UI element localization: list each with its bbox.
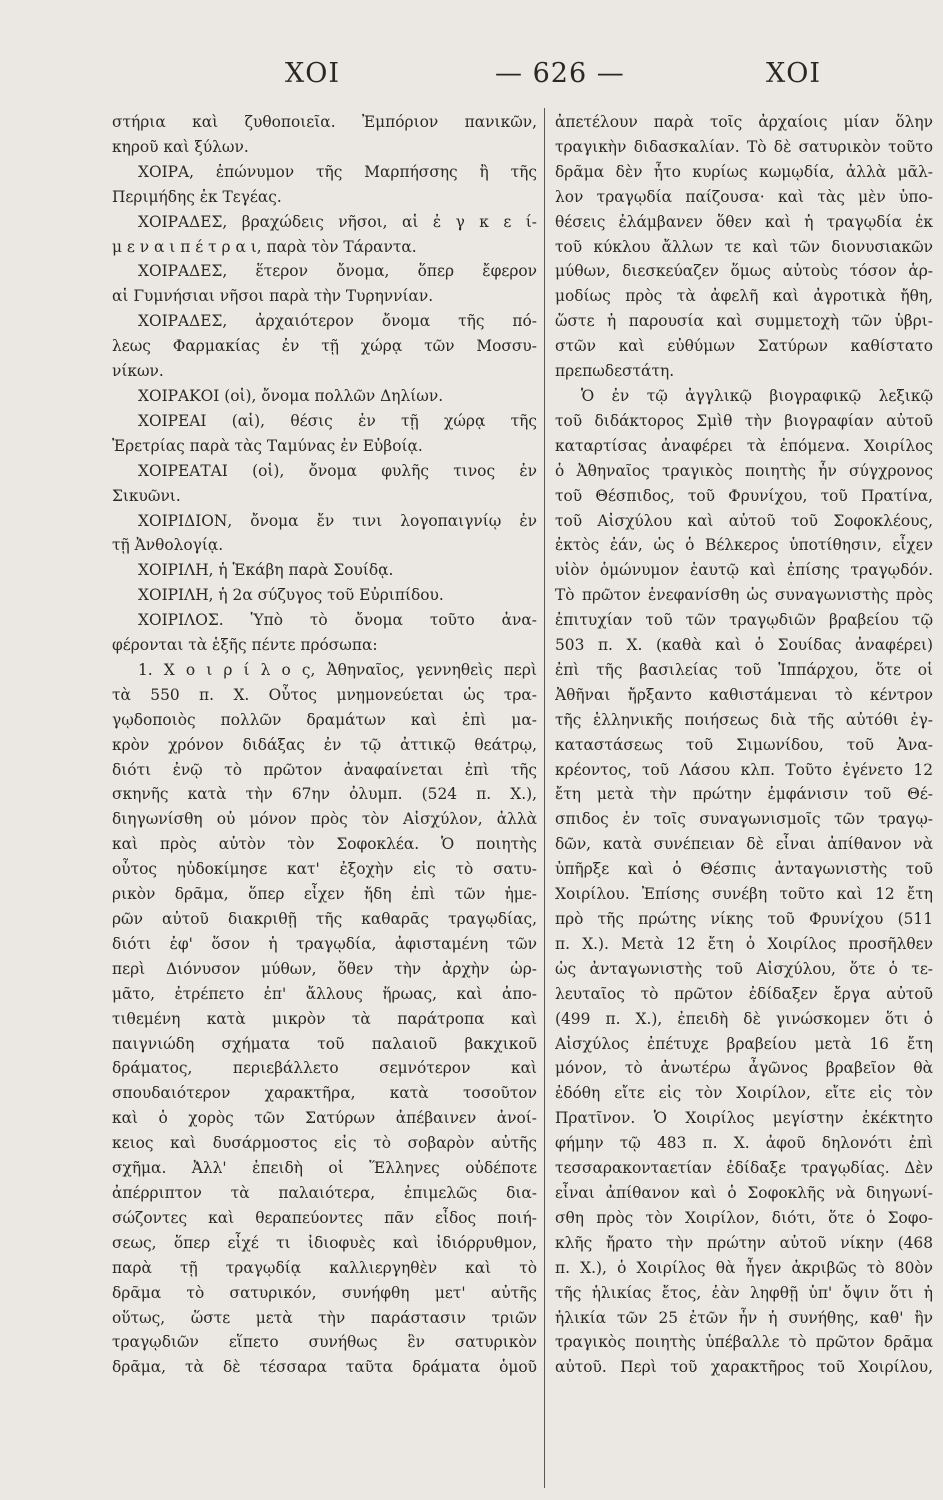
text-line: π. Χ.). Μετὰ 12 ἔτη ὁ Χοιρίλος προσῆλθεν: [555, 934, 933, 953]
text-line: πρεπωδεστάτη.: [555, 362, 675, 381]
right-text-column: [555, 110, 933, 1485]
text-line: σκηνῆς κατὰ τὴν 67ην ὀλυμπ. (524 π. Χ.),: [112, 785, 537, 804]
text-line: παρὰ τῇ τραγῳδίᾳ καλλιεργηθὲν καὶ τὸ: [112, 1258, 537, 1277]
text-line: υἱὸν ὁμώνυμον ἑαυτῷ καὶ ἐπίσης τραγῳδόν.: [555, 561, 933, 580]
text-line: λεως Φαρμακίας ἐν τῇ χώρᾳ τῶν Μοσσυ-: [112, 337, 537, 356]
text-line: ὡς ἀνταγωνιστὴς τοῦ Αἰσχύλου, ὅτε ὁ τε-: [555, 959, 933, 978]
text-line: ἀπετέλουν παρὰ τοῖς ἀρχαίοις μίαν ὅλην: [555, 113, 933, 131]
text-line: δρᾶμα δὲν ἦτο κυρίως κωμῳδία, ἀλλὰ μᾶλ-: [555, 162, 933, 181]
text-line: τῆς ἡλικίας ἔτος, ἐὰν ληφθῇ ὑπ' ὄψιν ὅτι ἡ: [555, 1283, 933, 1302]
text-line: τραγικὴν διδασκαλίαν. Τὸ δὲ σατυρικὸν τοῦτο: [555, 137, 933, 156]
text-line: περὶ Διόνυσον μύθων, ὅθεν τὴν ἀρχὴν ὡρ-: [112, 959, 537, 978]
column-divider: [544, 108, 545, 1488]
text-line: σθη πρὸς τὸν Χοιρίλον, διότι, ὅτε ὁ Σοφο-: [555, 1208, 933, 1227]
text-line: ἐδόθη εἴτε εἰς τὸν Χοιρίλον, εἴτε εἰς τὸν: [555, 1084, 933, 1103]
text-line: Ἀθῆναι ἤρξαντο καθιστάμεναι τὸ κέντρον: [555, 685, 933, 704]
text-line: αὐτοῦ. Περὶ τοῦ χαρακτῆρος τοῦ Χοιρίλου,: [555, 1358, 933, 1377]
text-line: ἔτη μετὰ τὴν πρώτην ἐμφάνισιν τοῦ Θέ-: [555, 785, 933, 804]
text-line: ΧΟΙΡΙΛΗ, ἡ 2α σύζυγος τοῦ Εὐριπίδου.: [138, 586, 444, 605]
text-line: τῆς ἑλληνικῆς ποιήσεως διὰ τῆς αὐτόθι ἐγ-: [555, 710, 933, 729]
text-line: στῶν καὶ εὐθύμων Σατύρων καθίστατο: [555, 337, 933, 356]
text-line: τοῦ κύκλου ἄλλων τε καὶ τῶν διονυσιακῶν: [555, 237, 933, 256]
text-line: φήμην τῷ 483 π. Χ. ἀφοῦ δηλονότι ἐπὶ: [555, 1134, 933, 1153]
text-line: τιθεμένη κατὰ μικρὸν τὰ παράτροπα καὶ: [112, 1009, 537, 1028]
text-line: σπουδαιότερον χαρακτῆρα, κατὰ τοσοῦτον: [112, 1084, 537, 1103]
text-line: γῳδοποιὸς πολλῶν δραμάτων καὶ ἐπὶ μα-: [112, 710, 537, 729]
text-line: θέσεις ἐλάμβανεν ὅθεν καὶ ἡ τραγῳδία ἐκ: [555, 212, 933, 231]
text-line: σώζοντες καὶ θεραπεύοντες πᾶν εἶδος ποιή-: [112, 1208, 537, 1227]
text-line: τεσσαρακονταετίαν ἐδίδαξε τραγῳδίας. Δὲν: [555, 1159, 933, 1178]
text-line: πρὸ τῆς πρώτης νίκης τοῦ Φρυνίχου (511: [555, 910, 933, 928]
text-line: μᾶτο, ἐτρέπετο ἐπ' ἄλλους ἥρωας, καὶ ἀπο-: [112, 984, 537, 1003]
text-line: ἀπέρριπτον τὰ παλαιότερα, ἐπιμελῶς δια-: [112, 1183, 537, 1202]
text-line: ΧΟΙΡΑΔΕΣ, ἀρχαιότερον ὄνομα τῆς πό-: [138, 312, 537, 331]
text-line: ΧΟΙΡΕΑΤΑΙ (οἱ), ὄνομα φυλῆς τινος ἐν: [138, 461, 537, 480]
text-line: ΧΟΙΡΑΔΕΣ, ἕτερον ὄνομα, ὅπερ ἔφερον: [138, 262, 537, 281]
text-line: φέρονται τὰ ἑξῆς πέντε πρόσωπα:: [112, 636, 378, 655]
text-line: μόνον, τὸ ἀνωτέρω ἆγῶνος βραβεῖον θὰ: [555, 1059, 933, 1078]
text-line: τραγικὸς ποιητὴς ὑπέβαλλε τὸ πρῶτον δρᾶμα: [555, 1333, 933, 1352]
text-line: σεως, ὅπερ εἶχέ τι ἰδιοφυὲς καὶ ἰδιόρρυθμον,: [112, 1233, 537, 1252]
text-line: κειος καὶ δυσάρμοστος εἰς τὸ σοβαρὸν αὐτῆς: [112, 1134, 537, 1153]
text-line: στήρια καὶ ζυθοποιεῖα. Ἐμπόριον πανικῶν,: [112, 113, 537, 131]
text-line: κρέοντος, τοῦ Λάσου κλπ. Τοῦτο ἐγένετο 12: [555, 760, 933, 779]
text-line: ρικὸν δρᾶμα, ὅπερ εἶχεν ἤδη ἐπὶ τῶν ἡμε-: [112, 885, 537, 904]
text-line: εἶναι ἀπίθανον καὶ ὁ Σοφοκλῆς νὰ διηγωνί-: [555, 1183, 933, 1202]
text-line: Περιμήδης ἐκ Τεγέας.: [112, 187, 282, 206]
header-right-word: ΧΟΙ: [766, 58, 822, 89]
text-line: δρᾶμα, τὰ δὲ τέσσαρα ταῦτα δράματα ὁμοῦ: [112, 1358, 537, 1377]
text-line: νίκων.: [112, 362, 164, 381]
text-line: κηροῦ καὶ ξύλων.: [112, 137, 249, 156]
text-line: μ ε ν α ι π έ τ ρ α ι, παρὰ τὸν Τάραντα.: [112, 237, 417, 256]
text-line: μύθων, διεσκεύαζεν ὅμως αὐτοὺς τόσον ἁρ-: [555, 262, 933, 281]
text-line: καταστάσεως τοῦ Σιμωνίδου, τοῦ Ἀνα-: [555, 735, 933, 754]
running-header: [0, 58, 943, 98]
text-line: ΧΟΙΡΑΚΟΙ (οἱ), ὄνομα πολλῶν Δηλίων.: [138, 386, 444, 405]
text-line: ὥστε ἡ παρουσία καὶ συμμετοχὴ τῶν ὑβρι-: [555, 312, 933, 331]
text-line: ΧΟΙΡΕΑΙ (αἱ), θέσις ἐν τῇ χώρᾳ τῆς: [138, 411, 537, 430]
text-line: ΧΟΙΡΙΔΙΟΝ, ὄνομα ἔν τινι λογοπαιγνίῳ ἐν: [138, 511, 537, 530]
page-number: — 626 —: [495, 58, 625, 89]
text-line: Ἐρετρίας παρὰ τὰς Ταμύνας ἐν Εὐβοίᾳ.: [112, 436, 423, 455]
text-line: δῶν, κατὰ συνέπειαν δὲ εἶναι ἀπίθανον νὰ: [555, 835, 933, 854]
text-line: καὶ ὁ χορὸς τῶν Σατύρων ἀπέβαινεν ἀνοί-: [112, 1109, 537, 1128]
text-line: ἐκτὸς ἐάν, ὡς ὁ Βέλκερος ὑποτίθησιν, εἶχεν: [555, 536, 933, 555]
text-line: τοῦ Αἰσχύλου καὶ αὐτοῦ τοῦ Σοφοκλέους,: [555, 511, 933, 530]
text-line: οὕτως, ὥστε μετὰ τὴν παράστασιν τριῶν: [112, 1308, 537, 1327]
text-line: ὁ Ἀθηναῖος τραγικὸς ποιητὴς ἦν σύγχρονος: [555, 461, 933, 480]
text-line: ὑπῆρξε καὶ ὁ Θέσπις ἀνταγωνιστὴς τοῦ: [555, 860, 933, 879]
header-left-word: ΧΟΙ: [285, 58, 341, 89]
text-line: 503 π. Χ. (καθὰ καὶ ὁ Σουίδας ἀναφέρει): [555, 636, 933, 655]
text-line: τῇ Ἀνθολογίᾳ.: [112, 536, 224, 555]
text-line: δράματος, περιεβάλλετο σεμνότερον καὶ: [112, 1059, 537, 1078]
text-line: κλῆς ἤρατο τὴν πρώτην αὐτοῦ νίκην (468: [555, 1233, 933, 1252]
text-line: ΧΟΙΡΙΛΗ, ἡ Ἑκάβη παρὰ Σουίδᾳ.: [138, 561, 394, 580]
text-line: Τὸ πρῶτον ἐνεφανίσθη ὡς συναγωνιστὴς πρὸς: [555, 586, 933, 605]
text-line: ἡλικία τῶν 25 ἐτῶν ἦν ἡ συνήθης, καθ' ἣν: [555, 1308, 933, 1327]
text-line: Ὁ ἐν τῷ ἀγγλικῷ βιογραφικῷ λεξικῷ: [581, 386, 933, 405]
text-line: τραγῳδιῶν εἵπετο συνήθως ἓν σατυρικὸν: [112, 1333, 537, 1352]
text-line: τοῦ διδάκτορος Σμὶθ τὴν βιογραφίαν αὐτοῦ: [555, 411, 933, 430]
text-line: δρᾶμα τὸ σατυρικόν, συνήφθη μετ' αὐτῆς: [112, 1283, 537, 1302]
text-line: ΧΟΙΡΙΛΟΣ. Ὑπὸ τὸ ὄνομα τοῦτο ἀνα-: [138, 611, 537, 630]
text-line: Σικυῶνι.: [112, 486, 181, 505]
text-line: τοῦ Θέσπιδος, τοῦ Φρυνίχου, τοῦ Πρατίνα,: [555, 486, 933, 505]
text-line: ΧΟΙΡΑ, ἐπώνυμον τῆς Μαρπήσσης ἢ τῆς: [138, 162, 537, 181]
text-line: ἐπὶ τῆς βασιλείας τοῦ Ἱππάρχου, ὅτε οἱ: [555, 660, 933, 679]
text-line: 1. Χ ο ι ρ ί λ ο ς, Ἀθηναῖος, γεννηθεὶς περὶ: [138, 660, 537, 679]
text-line: διότι ἐφ' ὅσον ἡ τραγῳδία, ἀφισταμένη τῶν: [112, 934, 537, 953]
left-text-column: [112, 110, 537, 1485]
text-line: Πρατῖνον. Ὁ Χοιρίλος μεγίστην ἐκέκτητο: [555, 1109, 933, 1128]
text-line: ἐπιτυχίαν τοῦ τῶν τραγῳδιῶν βραβείου τῷ: [555, 611, 933, 630]
text-line: σπιδος ἐν τοῖς συναγωνισμοῖς τῶν τραγῳ-: [555, 810, 933, 829]
text-line: αἱ Γυμνήσιαι νῆσοι παρὰ τὴν Τυρηννίαν.: [112, 287, 434, 306]
text-line: κρὸν χρόνον διδάξας ἐν τῷ ἀττικῷ θεάτρῳ,: [112, 735, 537, 754]
text-line: καὶ πρὸς αὐτὸν τὸν Σοφοκλέα. Ὁ ποιητὴς: [112, 835, 537, 854]
text-line: καταρτίσας ἀναφέρει τὰ ἑπόμενα. Χοιρίλος: [555, 436, 933, 455]
text-line: παιγνιώδη σχήματα τοῦ παλαιοῦ βακχικοῦ: [112, 1034, 537, 1053]
text-line: διότι ἐνῷ τὸ πρῶτον ἀναφαίνεται ἐπὶ τῆς: [112, 760, 537, 779]
text-line: διηγωνίσθη οὐ μόνον πρὸς τὸν Αἰσχύλον, ἀλλὰ: [112, 810, 537, 829]
text-line: τὰ 550 π. Χ. Οὗτος μνημονεύεται ὡς τρα-: [112, 685, 537, 704]
text-line: λευταῖος τὸ πρῶτον ἐδίδαξεν ἔργα αὐτοῦ: [555, 984, 933, 1003]
text-line: μοδίως πρὸς τὰ ἀφελῆ καὶ ἀγροτικὰ ἤθη,: [555, 287, 933, 306]
text-line: οὗτος ηὐδοκίμησε κατ' ἐξοχὴν εἰς τὸ σατυ-: [112, 860, 537, 879]
text-line: σχῆμα. Ἀλλ' ἐπειδὴ οἱ Ἕλληνες οὐδέποτε: [112, 1159, 537, 1178]
text-line: ΧΟΙΡΑΔΕΣ, βραχώδεις νῆσοι, αἱ ἐ γ κ ε ί-: [138, 212, 537, 231]
text-line: Χοιρίλου. Ἐπίσης συνέβη τοῦτο καὶ 12 ἔτη: [555, 885, 933, 904]
text-line: π. Χ.), ὁ Χοιρίλος θὰ ἦγεν ἀκριβῶς τὸ 80ὸν: [555, 1258, 933, 1277]
text-line: Αἰσχύλος ἐπέτυχε βραβείου μετὰ 16 ἔτη: [555, 1034, 933, 1053]
text-line: ρῶν αὐτοῦ διακριθῇ τῆς καθαρᾶς τραγῳδίας,: [112, 910, 537, 928]
text-line: (499 π. Χ.), ἐπειδὴ δὲ γινώσκομεν ὅτι ὁ: [555, 1009, 933, 1028]
text-line: λον τραγῳδία παίζουσα· καὶ τὰς μὲν ὑπο-: [555, 187, 933, 206]
